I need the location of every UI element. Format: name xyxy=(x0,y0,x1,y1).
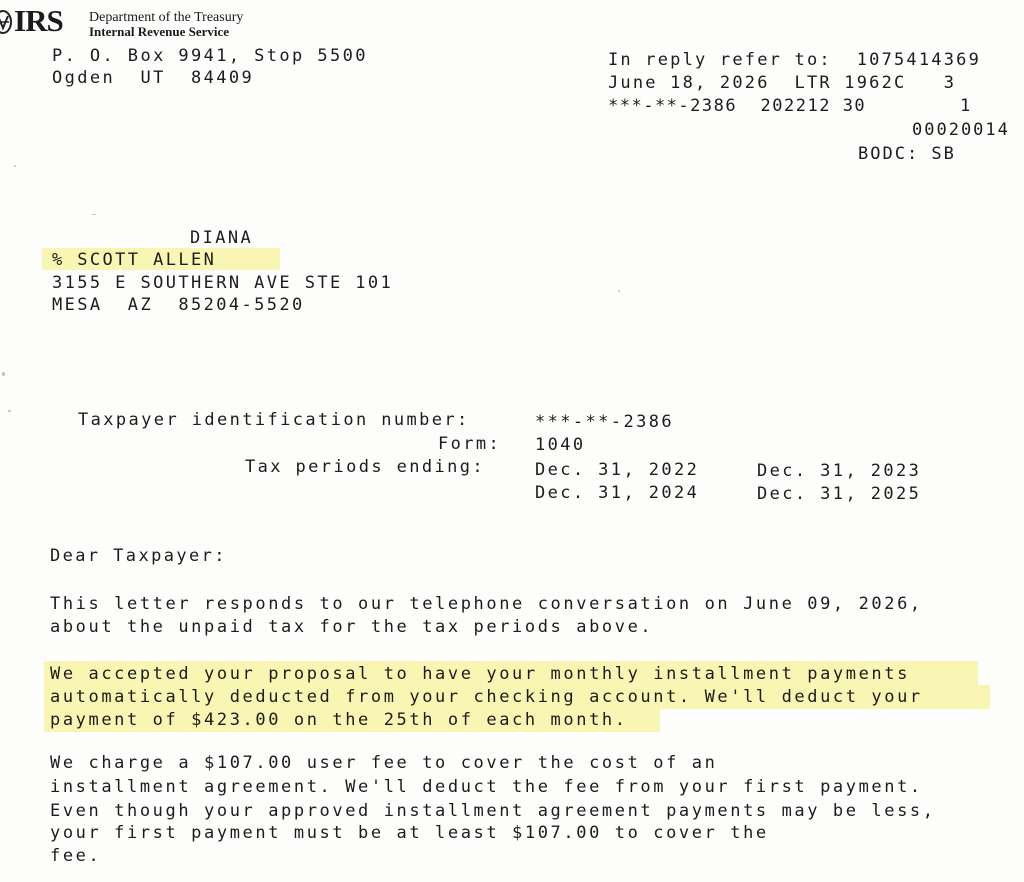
scan-speck xyxy=(92,214,96,215)
department-name: Department of the Treasury xyxy=(89,10,244,25)
para3-line2: installment agreement. We'll deduct the fee from your first payment. xyxy=(50,777,923,797)
recipient-city: MESA AZ 85204-5520 xyxy=(52,295,305,315)
para3-line1: We charge a $107.00 user fee to cover the cost of an xyxy=(50,753,718,773)
bodc-code: BODC: SB xyxy=(858,144,956,164)
scan-speck xyxy=(618,290,620,292)
para1-line2: about the unpaid tax for the tax periods above. xyxy=(50,617,654,637)
letter-date-code: June 18, 2026 LTR 1962C 3 xyxy=(608,73,957,93)
scan-speck xyxy=(8,410,11,412)
para2-line1: We accepted your proposal to have your monthly installment payments xyxy=(50,664,910,684)
sender-address-line2: Ogden UT 84409 xyxy=(52,68,255,88)
para3-line4: your first payment must be at least $107.00 to cover the xyxy=(50,823,769,843)
period-1: Dec. 31, 2022 xyxy=(535,460,700,480)
recipient-name: DIANA xyxy=(190,228,254,248)
para2-line2: automatically deducted from your checking account. We'll deduct your xyxy=(50,687,923,707)
tin-label: Taxpayer identification number: xyxy=(78,410,470,430)
form-value: 1040 xyxy=(535,435,586,455)
para2-line3: payment of $423.00 on the 25th of each month. xyxy=(50,710,628,730)
periods-label: Tax periods ending: xyxy=(245,457,486,477)
para1-line1: This letter responds to our telephone conversation on June 09, 2026, xyxy=(50,594,923,614)
service-name: Internal Revenue Service xyxy=(89,24,230,39)
period-4: Dec. 31, 2025 xyxy=(757,484,922,504)
ssn-reference: ***-**-2386 202212 30 1 xyxy=(608,96,972,116)
recipient-street: 3155 E SOUTHERN AVE STE 101 xyxy=(52,273,394,293)
reply-reference: In reply refer to: 1075414369 xyxy=(608,50,982,70)
form-label: Form: xyxy=(438,434,502,454)
tin-value: ***-**-2386 xyxy=(535,412,674,432)
scan-speck xyxy=(2,372,5,376)
sender-address-line1: P. O. Box 9941, Stop 5500 xyxy=(52,46,368,66)
document-number: 00020014 xyxy=(912,120,1010,140)
para3-line3: Even though your approved installment agreement payments may be less, xyxy=(50,801,936,821)
period-2: Dec. 31, 2023 xyxy=(757,461,922,481)
scan-speck xyxy=(14,165,16,167)
salutation: Dear Taxpayer: xyxy=(50,546,227,566)
para3-line5: fee. xyxy=(50,846,102,866)
eagle-seal-icon xyxy=(0,10,12,34)
irs-logo: IRS xyxy=(14,3,63,38)
recipient-care-of: % SCOTT ALLEN xyxy=(52,250,217,270)
period-3: Dec. 31, 2024 xyxy=(535,483,700,503)
